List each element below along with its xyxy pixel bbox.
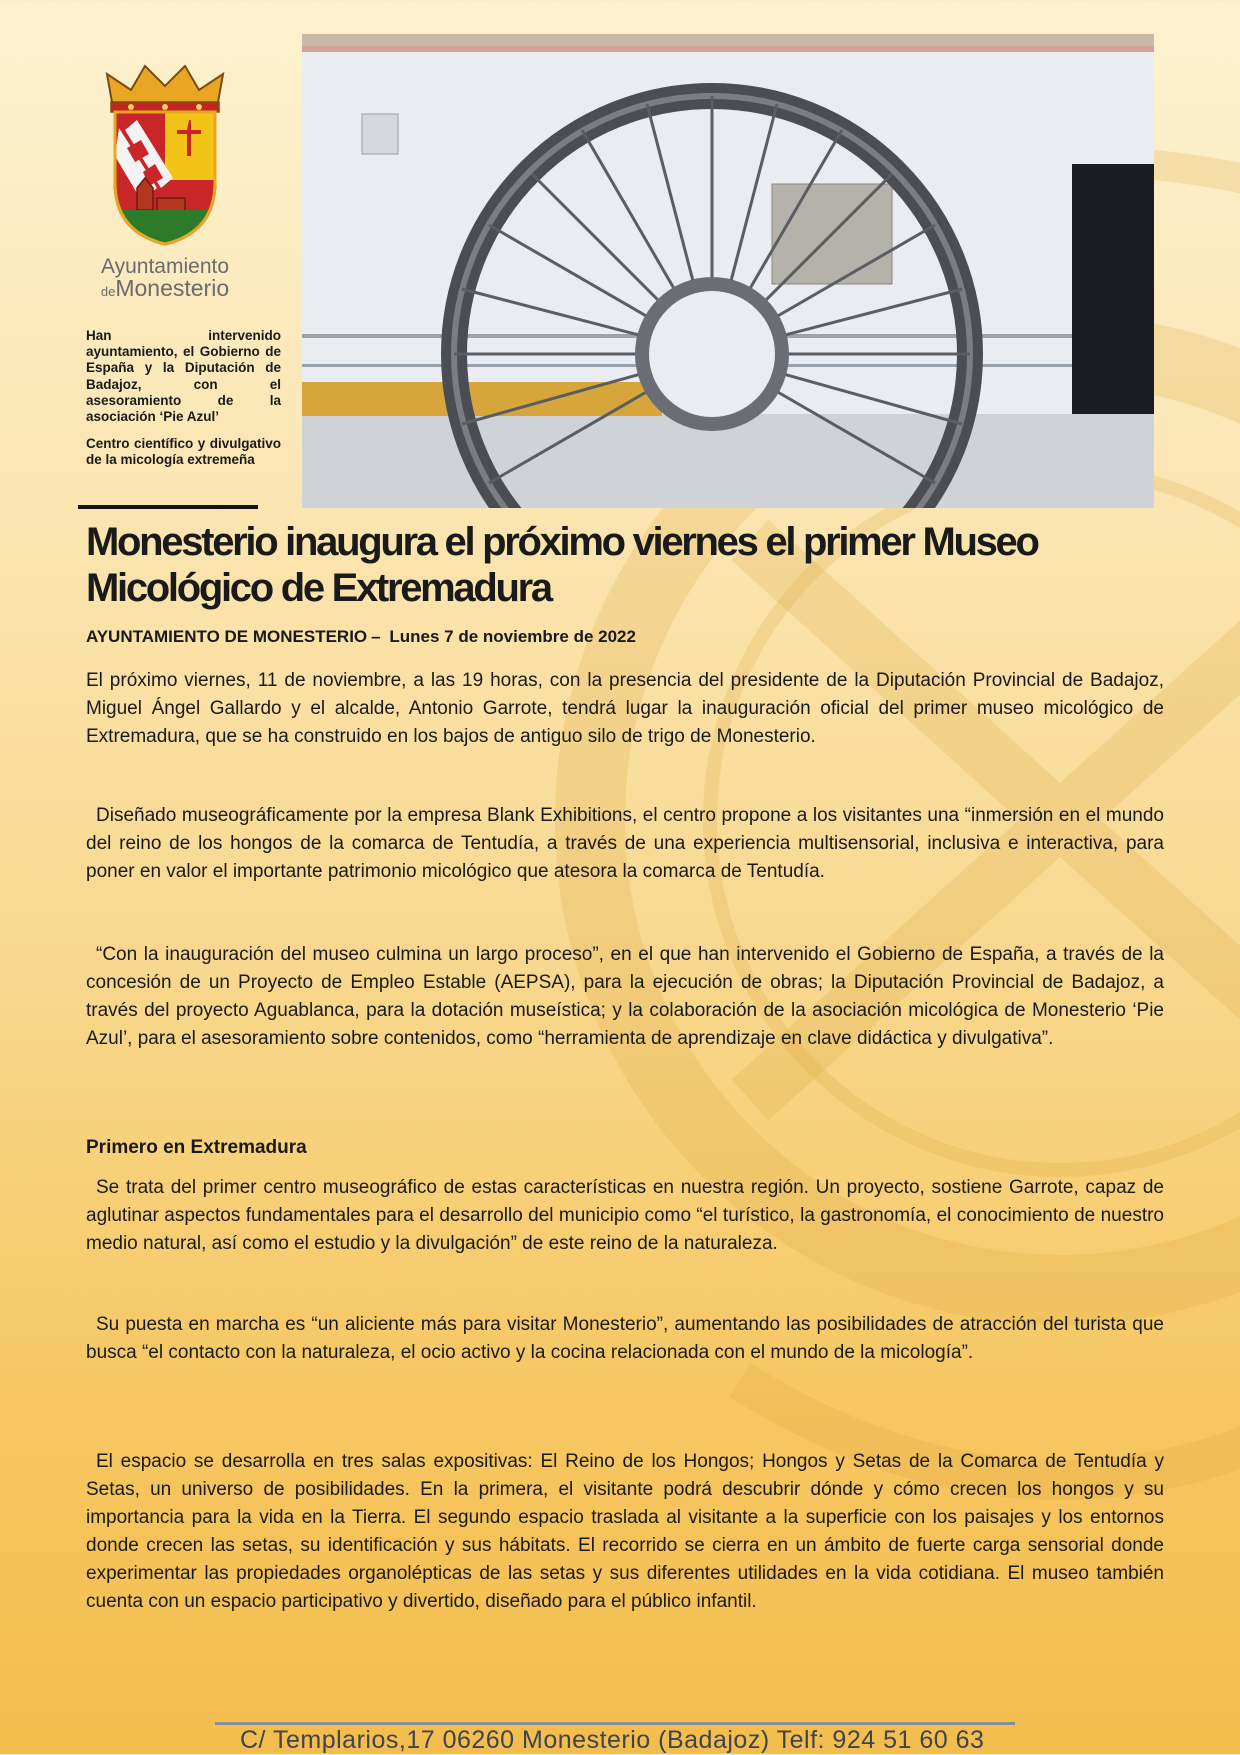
article-subheading: Primero en Extremadura: [86, 1137, 307, 1158]
article-paragraph: Se trata del primer centro museográfico de estas características en nuestra región. Un proyecto, sostiene Garrote, capaz de aglutinar aspectos fundamentales para el desarrollo del municipio como “el turístico, la gastronomía, el conocimiento de nuestro medio natural, así como el estudio y la divulgación” de este reino de la naturaleza.: [86, 1177, 1164, 1254]
article-paragraph: El espacio se desarrolla en tres salas expositivas: El Reino de los Hongos; Hongos y Setas de la Comarca de Tentudía y Setas, un universo de posibilidades. En la primera, el visitante podrá descubrir dónde y cómo crecen los hongos y su importancia para la vida en la Tierra. El segundo espacio traslada al visitante a la superficie con los paisajes y los entornos donde crecen las setas, su identificación y sus hábitats. El recorrido se cierra en un ámbito de fuerte carga sensorial donde experimentar las propiedades organolépticas de las setas y sus diferentes utilidades en la vida cotidiana. El museo también cuenta con un espacio participativo y divertido, diseñado para el público infantil.: [86, 1451, 1164, 1612]
sidebar-divider: [78, 505, 258, 509]
byline-separator: –: [371, 627, 381, 646]
article-paragraph: Diseñado museográficamente por la empresa Blank Exhibitions, el centro propone a los visitantes una “inmersión en el mundo del reino de los hongos de la comarca de Tentudía, a través de una experiencia multisensorial, inclusiva e interactiva, para poner en valor el importante patrimonio micológico que atesora la comarca de Tentudía.: [86, 805, 1164, 882]
logo-text-ayuntamiento: Ayuntamiento: [100, 255, 230, 278]
byline-source: AYUNTAMIENTO DE MONESTERIO: [86, 627, 368, 646]
article-paragraph: El próximo viernes, 11 de noviembre, a las 19 horas, con la presencia del presidente de la Diputación Provincial de Badajoz, Miguel Ángel Gallardo y el alcalde, Antonio Garrote, tendrá lugar la inauguración oficial del primer museo micológico de Extremadura, que se ha construido en los bajos de antiguo silo de trigo de Monesterio.: [86, 670, 1164, 747]
logo-text-monesterio-word: Monesterio: [115, 275, 230, 301]
footer-divider: [215, 1722, 1015, 1725]
sidenote-intervention: Han intervenido ayuntamiento, el Gobierno de España y la Diputación de Badajoz, con el asesoramiento de la asociación ‘Pie Azul’: [86, 328, 281, 424]
sidenote-center: Centro científico y divulgativo de la micología extremeña: [86, 436, 281, 468]
article-paragraph: “Con la inauguración del museo culmina un largo proceso”, en el que han intervenido el Gobierno de España, a través de la concesión de un Proyecto de Empleo Estable (AEPSA), para la ejecución de obras; la Diputación Provincial de Badajoz, a través del proyecto Aguablanca, para la dotación museística; y la colaboración de la asociación micológica de Monesterio ‘Pie Azul’, para el asesoramiento sobre contenidos, como “herramienta de aprendizaje en clave didáctica y divulgativa”.: [86, 944, 1164, 1049]
coat-of-arms-icon: [97, 60, 233, 250]
logo-text-de: de: [100, 284, 116, 299]
article-paragraph: Su puesta en marcha es “un aliciente más para visitar Monesterio”, aumentando las posibilidades de atracción del turista que busca “el contacto con la naturaleza, el ocio activo y la cocina relacionada con el mundo de la micología”.: [86, 1314, 1164, 1363]
article-byline: [86, 627, 636, 647]
byline-date: Lunes 7 de noviembre de 2022: [389, 627, 636, 646]
logo-text-monesterio: [90, 277, 240, 300]
museum-photo: [302, 34, 1154, 508]
municipal-logo: [90, 60, 240, 300]
footer-address: C/ Templarios,17 06260 Monesterio (Badajoz) Telf: 924 51 60 63: [240, 1726, 985, 1754]
article-headline: Monesterio inaugura el próximo viernes el primer Museo Micológico de Extremadura: [86, 520, 1038, 610]
